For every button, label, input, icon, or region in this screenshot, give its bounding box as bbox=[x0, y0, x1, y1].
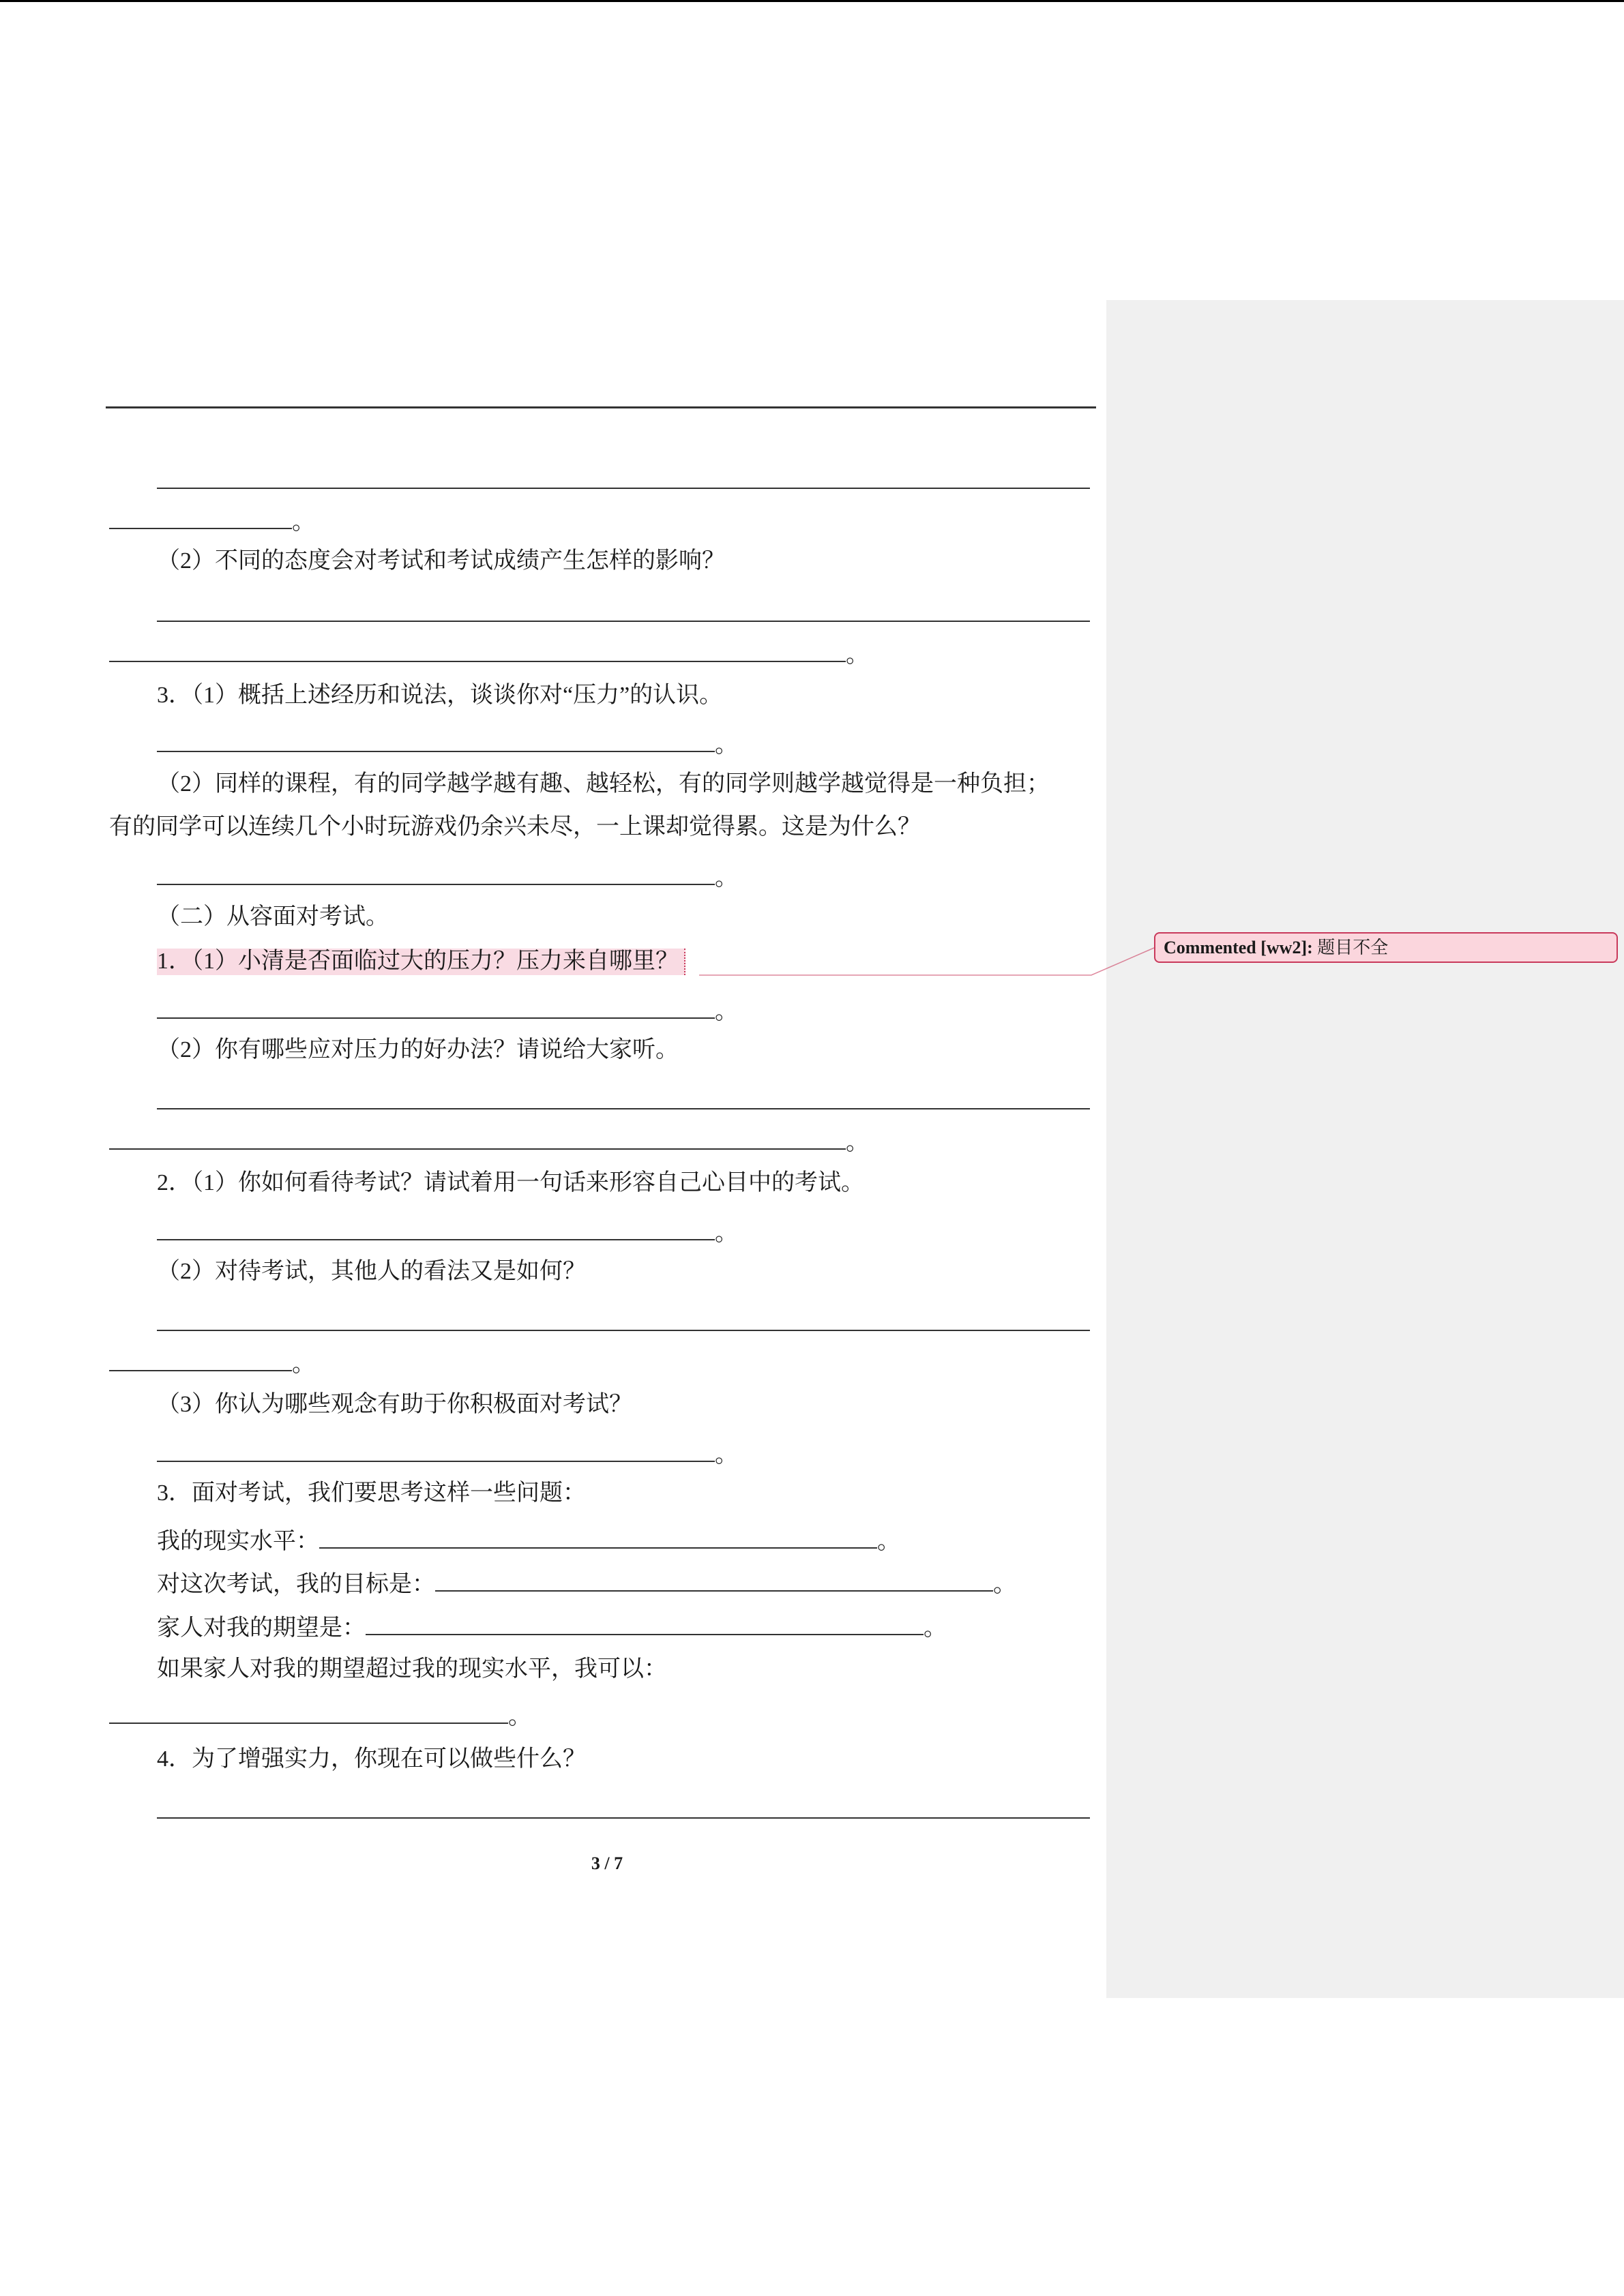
answer-blank[interactable] bbox=[109, 505, 292, 529]
comment-balloon[interactable] bbox=[1154, 932, 1618, 963]
comment-text: 题目不全 bbox=[1317, 938, 1389, 957]
answer-blank[interactable] bbox=[157, 1437, 715, 1462]
answer-blank[interactable] bbox=[157, 1216, 715, 1240]
answer-line-tail: 。 bbox=[109, 1699, 531, 1731]
comment-author-label: Commented [ww2]: bbox=[1164, 938, 1313, 957]
answer-line-short: 。 bbox=[157, 994, 738, 1026]
answer-blank[interactable] bbox=[109, 1699, 508, 1724]
family-expectation-field: 家人对我的期望是： 。 bbox=[157, 1611, 947, 1642]
answer-line-tail: 。 bbox=[109, 638, 869, 669]
answer-line-short: 。 bbox=[157, 861, 738, 892]
answer-line-short: 。 bbox=[157, 728, 738, 759]
family-expectation-blank[interactable] bbox=[366, 1611, 924, 1635]
answer-blank[interactable] bbox=[157, 861, 715, 885]
answer-line-tail: 。 bbox=[109, 1347, 315, 1378]
current-level-blank[interactable] bbox=[319, 1524, 877, 1549]
question-3: 3．面对考试，我们要思考这样一些问题： bbox=[157, 1480, 586, 1506]
answer-blank[interactable] bbox=[109, 1347, 292, 1371]
answer-line[interactable] bbox=[157, 1817, 1090, 1819]
answer-blank[interactable] bbox=[157, 728, 715, 752]
answer-line[interactable] bbox=[157, 1330, 1090, 1331]
question-3-2: （2）同样的课程，有的同学越学越有趣、越轻松，有的同学则越学越觉得是一种负担； bbox=[157, 771, 1050, 796]
if-expectation-exceeds: 如果家人对我的期望超过我的现实水平，我可以： bbox=[157, 1656, 667, 1682]
exam-goal-field: 对这次考试，我的目标是： 。 bbox=[157, 1567, 1016, 1598]
section-heading: （二）从容面对考试。 bbox=[157, 904, 389, 929]
answer-blank[interactable] bbox=[157, 994, 715, 1019]
answer-line-short: 。 bbox=[157, 1437, 738, 1469]
question-3-1: 3．（1）概括上述经历和说法，谈谈你对“压力”的认识。 bbox=[157, 683, 723, 708]
answer-blank[interactable] bbox=[109, 638, 846, 662]
question-3-2-cont: 有的同学可以连续几个小时玩游戏仍余兴未尽，一上课却觉得累。这是为什么？ bbox=[109, 814, 921, 839]
question-1-1-highlighted[interactable] bbox=[157, 948, 685, 975]
answer-line[interactable] bbox=[157, 621, 1090, 622]
answer-line[interactable] bbox=[157, 488, 1090, 489]
question-2-1: 2．（1）你如何看待考试？请试着用一句话来形容自己心目中的考试。 bbox=[157, 1170, 864, 1195]
question-2-2b: （2）对待考试，其他人的看法又是如何？ bbox=[157, 1259, 586, 1284]
answer-blank[interactable] bbox=[109, 1125, 846, 1150]
question-2-3: （3）你认为哪些观念有助于你积极面对考试？ bbox=[157, 1392, 632, 1417]
answer-line-tail: 。 bbox=[109, 1125, 869, 1157]
question-2-2: （2）不同的态度会对考试和考试成绩产生怎样的影响？ bbox=[157, 548, 725, 573]
question-4: 4．为了增强实力，你现在可以做些什么？ bbox=[157, 1746, 586, 1772]
comment-anchor-highlight[interactable]: 1．（1）小清是否面临过大的压力？压力来自哪里？ bbox=[157, 949, 685, 975]
answer-line-short: 。 bbox=[157, 1216, 738, 1247]
comment-pane bbox=[1106, 300, 1624, 1998]
page-number: 3 / 7 bbox=[591, 1853, 623, 1873]
question-1-2: （2）你有哪些应对压力的好办法？请说给大家听。 bbox=[157, 1037, 679, 1062]
current-level-field: 我的现实水平： 。 bbox=[157, 1524, 900, 1555]
exam-goal-blank[interactable] bbox=[435, 1567, 993, 1592]
answer-line-tail: 。 bbox=[109, 505, 315, 536]
answer-line[interactable] bbox=[157, 1108, 1090, 1109]
